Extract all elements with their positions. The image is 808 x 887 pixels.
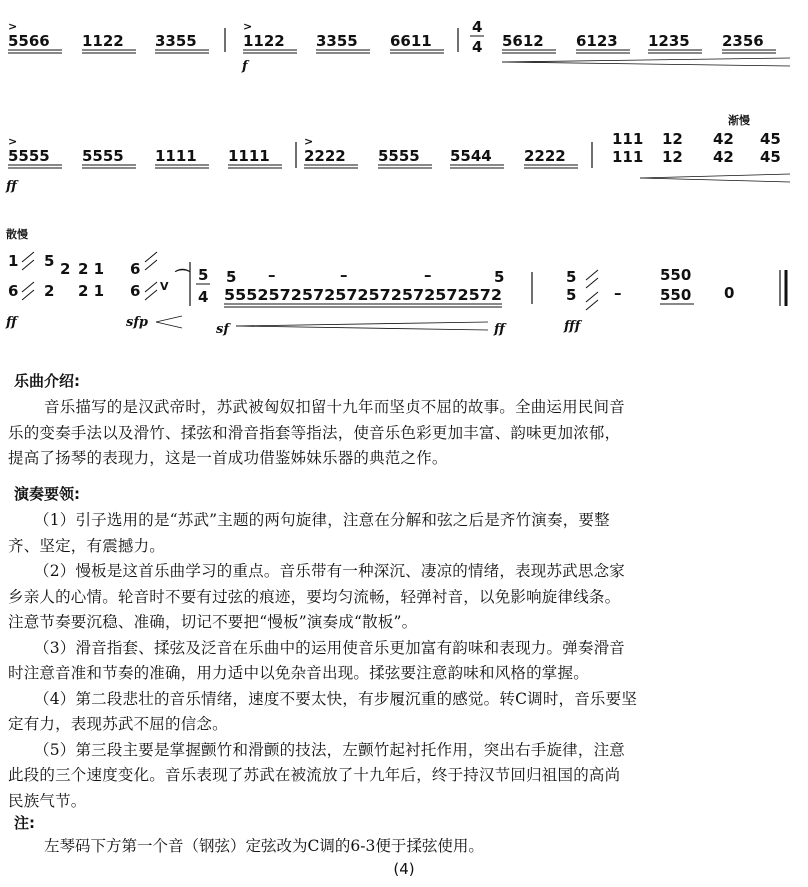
time-sig-bottom: 4 [198, 288, 209, 306]
tips-line: （4）第二段悲壮的音乐情绪，速度不要太快，有步履沉重的感觉。转C调时，音乐要坚 [34, 689, 638, 708]
tips-line: （1）引子选用的是“苏武”主题的两句旋律，注意在分解和弦之后是齐竹演奏，要整 [34, 511, 610, 529]
svg-text:>: > [304, 135, 314, 148]
chord-bottom: 111 [612, 148, 644, 166]
dash: – [268, 266, 276, 284]
note-group: 2222 [304, 147, 346, 165]
chord-bottom: 42 [713, 148, 734, 166]
end-top: 5 [494, 268, 505, 286]
score-row-2 [5, 113, 790, 194]
note-group: 1111 [155, 147, 197, 165]
chord-top: 6 [130, 260, 141, 278]
svg-text:V: V [160, 280, 169, 293]
tips-line: （3）滑音指套、揉弦及泛音在乐曲中的运用使音乐更加富有韵味和表现力。弹奏滑音 [34, 638, 625, 657]
note-group: 6123 [576, 32, 618, 50]
dash: – [424, 266, 432, 284]
page-number: (4) [393, 860, 415, 878]
dynamic-mark: ff [494, 322, 505, 337]
note-group: 5555 [8, 147, 50, 165]
tips-line: 时注意音准和节奏的准确，用力适中以免杂音出现。揉弦要注意韵味和风格的掌握。 [8, 664, 589, 682]
tips-line: 齐、坚定，有震撼力。 [8, 536, 166, 555]
chord-top: 2 [60, 260, 71, 278]
note-group: 5544 [450, 147, 492, 165]
score-row-3 [5, 227, 786, 337]
dynamic-mark: ff [6, 315, 17, 330]
svg-text:>: > [8, 135, 18, 148]
tips-line: 注意节奏要沉稳、准确，切记不要把“慢板”演奏成“散板”。 [8, 613, 418, 631]
note-group: 1122 [82, 32, 124, 50]
note-group: 1235 [648, 32, 690, 50]
chord-bottom: 6 [8, 282, 19, 300]
intro-line: 音乐描写的是汉武帝时，苏武被匈奴扣留十九年而坚贞不屈的故事。全曲运用民间音 [44, 398, 625, 416]
dynamic-mark: f [242, 59, 248, 74]
chord-top: 12 [662, 130, 683, 148]
intro-line: 提高了扬琴的表现力，这是一首成功借鉴姊妹乐器的典范之作。 [8, 449, 448, 467]
note-group: 5612 [502, 32, 544, 50]
tips-line: 定有力，表现苏武不屈的信念。 [8, 715, 228, 733]
chord-bottom: 45 [760, 148, 781, 166]
score-row-1 [8, 18, 790, 74]
note-group: 5566 [8, 32, 50, 50]
chord-top: 5 [566, 268, 577, 286]
rest: 0 [724, 284, 735, 302]
tips-line: 此段的三个速度变化。音乐表现了苏武在被流放了十九年后，终于持汉节回归祖国的高尚 [8, 766, 621, 784]
svg-text:>: > [243, 20, 253, 33]
score-notation [0, 0, 808, 345]
chord-top: 1 [8, 252, 19, 270]
dynamic-mark: ff [6, 179, 17, 194]
note-run: 5552572572572572572572572 [224, 286, 502, 304]
tips-line: （2）慢板是这首乐曲学习的重点。音乐带有一种深沉、凄凉的情绪，表现苏武思念家 [34, 562, 625, 580]
tips-heading: 演奏要领: [14, 485, 80, 503]
chord-bottom: 2 1 [78, 282, 105, 300]
tempo-mark: 散慢 [6, 228, 28, 241]
intro-heading: 乐曲介绍: [14, 372, 80, 390]
dynamic-mark: fff [564, 319, 581, 334]
tips-line: 民族气节。 [8, 791, 87, 810]
svg-text:>: > [8, 20, 18, 33]
note-group: 2222 [524, 147, 566, 165]
chord-bottom: 12 [662, 148, 683, 166]
chord-bottom: 6 [130, 282, 141, 300]
svg-text:⌒: ⌒ [175, 268, 191, 286]
dynamic-mark: sf [216, 322, 229, 337]
note-group: 3355 [316, 32, 358, 50]
time-sig-top: 4 [472, 18, 483, 36]
time-sig-top: 5 [198, 266, 209, 284]
tips-paragraph [8, 508, 786, 814]
note-group: 6611 [390, 32, 432, 50]
chord-top: 111 [612, 130, 644, 148]
time-sig-bottom: 4 [472, 38, 483, 56]
note-group: 1122 [243, 32, 285, 50]
chord-bottom: 550 [660, 286, 692, 304]
dynamic-mark: sfp [126, 315, 149, 330]
note-group: 5555 [82, 147, 124, 165]
long-note: 5 [226, 268, 237, 286]
tips-line: 乡亲人的心情。轮音时不要有过弦的痕迹，要均匀流畅，轻弹衬音，以免影响旋律线条。 [8, 587, 621, 606]
chord-top: 2 1 [78, 260, 105, 278]
chord-bottom: 5 [566, 286, 577, 304]
chord-bottom: 2 [44, 282, 55, 300]
note-group: 2356 [722, 32, 764, 50]
dash: – [340, 266, 348, 284]
tempo-mark: 渐慢 [728, 114, 750, 127]
chord-top: 5 [44, 252, 55, 270]
intro-paragraph [8, 395, 786, 472]
note-text: 左琴码下方第一个音（钢弦）定弦改为C调的6-3便于揉弦使用。 [44, 837, 484, 855]
tips-line: （5）第三段主要是掌握颤竹和滑颤的技法，左颤竹起衬托作用，突出右手旋律，注意 [34, 740, 625, 759]
dash: – [614, 284, 622, 302]
chord-top: 42 [713, 130, 734, 148]
intro-line: 乐的变奏手法以及滑竹、揉弦和滑音指套等指法，使音乐色彩更加丰富、韵味更加浓郁， [8, 423, 621, 442]
note-heading: 注: [14, 814, 35, 832]
note-group: 5555 [378, 147, 420, 165]
chord-top: 45 [760, 130, 781, 148]
note-group: 1111 [228, 147, 270, 165]
note-group: 3355 [155, 32, 197, 50]
chord-top: 550 [660, 266, 692, 284]
